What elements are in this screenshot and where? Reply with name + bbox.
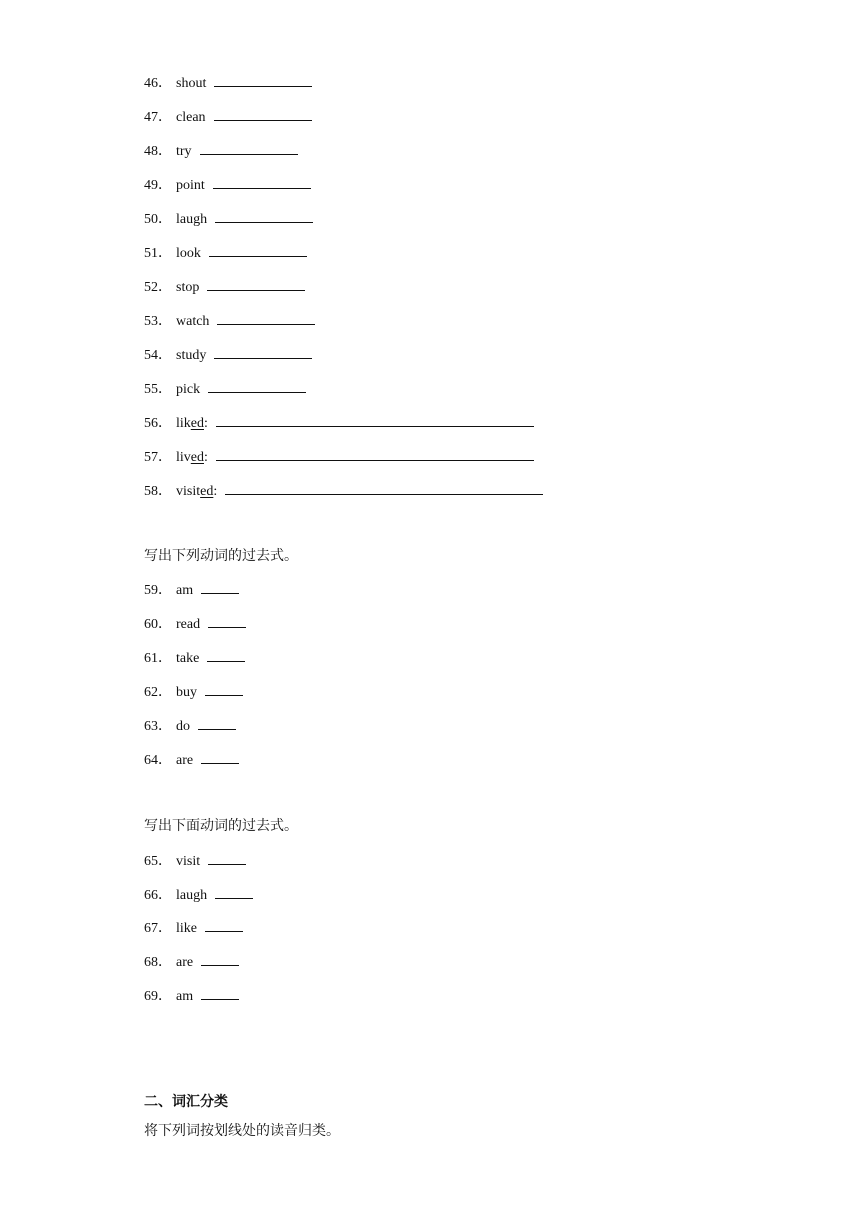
question-58: 58． visited: [144, 482, 543, 501]
question-65: 65． visit [144, 852, 246, 871]
question-49: 49． point [144, 176, 311, 195]
question-69: 69． am [144, 987, 239, 1006]
question-47: 47． clean [144, 108, 312, 127]
question-54: 54． study [144, 346, 312, 365]
answer-blank[interactable] [200, 142, 298, 155]
answer-blank[interactable] [201, 953, 239, 966]
question-52: 52． stop [144, 278, 305, 297]
answer-blank[interactable] [214, 74, 312, 87]
answer-blank[interactable] [209, 244, 307, 257]
answer-blank[interactable] [208, 852, 246, 865]
question-46: 46． shout [144, 74, 312, 93]
answer-blank[interactable] [205, 919, 243, 932]
underlined-ending: ed [190, 416, 204, 431]
answer-blank[interactable] [208, 380, 306, 393]
answer-blank[interactable] [205, 683, 243, 696]
question-57: 57． lived: [144, 448, 534, 467]
question-63: 63． do [144, 717, 236, 736]
answer-blank[interactable] [215, 886, 253, 899]
question-55: 55． pick [144, 380, 306, 399]
answer-blank[interactable] [216, 448, 534, 461]
answer-blank[interactable] [216, 414, 534, 427]
section-instruction: 将下列词按划线处的读音归类。 [144, 1123, 340, 1139]
question-53: 53． watch [144, 312, 315, 331]
question-64: 64． are [144, 751, 239, 770]
question-51: 51． look [144, 244, 307, 263]
question-62: 62． buy [144, 683, 243, 702]
question-66: 66． laugh [144, 886, 253, 905]
answer-blank[interactable] [213, 176, 311, 189]
question-61: 61． take [144, 649, 245, 668]
answer-blank[interactable] [208, 615, 246, 628]
question-68: 68． are [144, 953, 239, 972]
underlined-ending: ed [190, 450, 204, 465]
answer-blank[interactable] [207, 278, 305, 291]
question-59: 59． am [144, 581, 239, 600]
answer-blank[interactable] [201, 987, 239, 1000]
question-48: 48． try [144, 142, 298, 161]
answer-blank[interactable] [214, 108, 312, 121]
instruction-past-tense-2: 写出下面动词的过去式。 [144, 818, 298, 834]
answer-blank[interactable] [201, 581, 239, 594]
question-67: 67． like [144, 919, 243, 938]
question-56: 56． liked: [144, 414, 534, 433]
answer-blank[interactable] [214, 346, 312, 359]
answer-blank[interactable] [207, 649, 245, 662]
question-50: 50． laugh [144, 210, 313, 229]
section-title: 二、词汇分类 [144, 1094, 228, 1110]
answer-blank[interactable] [217, 312, 315, 325]
answer-blank[interactable] [198, 717, 236, 730]
underlined-ending: ed [200, 484, 214, 499]
answer-blank[interactable] [201, 751, 239, 764]
instruction-past-tense-1: 写出下列动词的过去式。 [144, 548, 298, 564]
answer-blank[interactable] [215, 210, 313, 223]
question-60: 60． read [144, 615, 246, 634]
answer-blank[interactable] [225, 482, 543, 495]
